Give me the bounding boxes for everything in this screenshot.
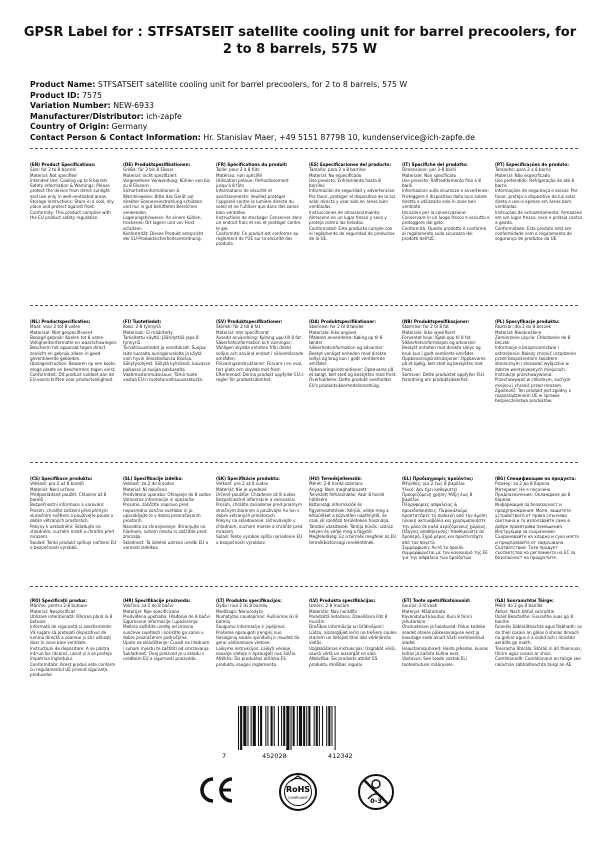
- spec-section-header: (CS) Specifikace produktu:: [30, 476, 93, 481]
- spec-section-body: Tamaño: para 2 a 8 barriles Material: No especificado Uso previsto: Enfriamiento hasta 8 barriles Información de seguridad y advertencias: Por favor, proteger el dispositivo de la luz solar directa y usar solo en áreas bien ventiladas. Instrucciones de almacenamiento: Almacene en un lugar fresco y seco y proteja contra las heladas. Conformidad: Este producto cumple con el reglamento de seguridad de productos de la UE.: [309, 167, 396, 242]
- barcode-bar: [247, 706, 248, 746]
- spec-section-body: Mărime: pentru 2-8 butoaie Material: Nespecificat Utilizare intenționată: Răcirea până la 8 butoaie Informații de siguranță și avertismente: Vă rugăm să protejați dispozitivul de lumina directă a soarelui și să-l utilizați doar în zone bine ventilate. Instrucțiuni de depozitare: A se păstra într-un loc răcoros, uscat și a se proteja împotriva înghețului. Conformitate: Acest produs este conform cu regulamentul UE privind siguranța produselor.: [30, 603, 116, 678]
- barcode-bar: [308, 706, 310, 746]
- spec-section-body: Méret: 2-8 hordó számára Anyag: Nem meghatározott Tervezett felhasználás: Akár 8 hordó hűtésére Biztonsági információk és figyelmeztetések: Kérjük, védje meg a készüléket a közvetlen napfénytől, és csak jól szellőző területeken használja. Tárolási utasítások: Tárolja hűvös, száraz helyen és védje meg a fagytól. Megfelelőség: Ez a termék megfelel az EU termékbiztonsági rendeletének.: [309, 481, 397, 545]
- spec-section-header: (PT) Especificações do produto:: [495, 162, 569, 167]
- rohs-sublabel: COMPLIANT: [288, 796, 308, 800]
- spec-section-header: (SL) Specifikacije izdelka:: [123, 476, 183, 481]
- spec-section-body: Tamanho: para 2 a 8 barris Material: Não especificado Uso pretendido: Refrigeração de até 8 barris Informações de segurança e avisos: Por favor, proteja o dispositivo da luz solar direta e use-o apenas em áreas bem ventiladas. Instruções de armazenamento: Armazene em um lugar fresco, seco e proteja contra a geada. Conformidade: Este produto está em conformidade com o regulamento de segurança de produtos da UE.: [495, 167, 582, 242]
- spec-section: [123, 598, 211, 698]
- spec-section: [402, 598, 490, 698]
- spec-section: [216, 162, 304, 302]
- spec-section: [402, 476, 490, 616]
- barcode-right-digits: 412342: [328, 752, 353, 760]
- spec-section-header: (RO) Specificații produs:: [30, 598, 88, 603]
- spec-section-header: (SV) Produktspecifikationer:: [216, 319, 283, 324]
- spec-section-body: Taille: pour 2 à 8 fûts Matériau: non spécifié Utilisation prévue: Refroidissement jusqu'à 8 fûts Informations de sécurité et avertissements: Veuillez protéger l'appareil contre la lumière directe du soleil et ne l'utiliser que dans des zones bien ventilées. Instructions de stockage: Conserver dans un endroit frais et sec et protéger contre le gel. Conformité: Ce produit est conforme au règlement de l'UE sur la sécurité des produits.: [216, 167, 302, 247]
- spec-section: [123, 319, 211, 459]
- barcode-bar: [240, 706, 242, 750]
- barcode-bar: [322, 706, 323, 746]
- barcode-bar: [253, 706, 256, 746]
- barcode-bar: [297, 706, 298, 746]
- spec-section: [402, 319, 490, 459]
- spec-section-header: (BG) Спецификации на продукта:: [495, 476, 576, 481]
- barcode-bar: [319, 706, 320, 746]
- spec-section: [495, 598, 583, 698]
- spec-section-header: (EN) Product Specifications:: [30, 162, 96, 167]
- spec-section-header: (ES) Especificaciones del producto:: [309, 162, 392, 167]
- spec-section-body: Dimensione: per 2-8 barili Materiale: Non specificato Uso previsto: Raffreddamento fino a 8 barili Informazioni sulla sicurezza e avvertenze: Proteggere il dispositivo dalla luce solare diretta e utilizzarlo solo in zone ben ventilate. Istruzioni per la conservazione: Conservare in un luogo fresco e asciutto e proteggere dal gelo. Conformità: Questo prodotto è conforme al regolamento sulla sicurezza dei prodotti dell'UE.: [402, 167, 490, 242]
- spec-section-body: Velikost: za 2 do 8 sodov Material: Ni določeno Predvidena uporaba: Ohlajanje do 8 sodov Varnostne informacije in opozorila: Prosimo, zaščitite napravo pred neposredno sončno svetlobo in jo uporabljajte le v dobro prezračevanih prostorih. Navodila za shranjevanje: Shranjujte na hladnem, suhem mestu in zaščitite pred zmrzaljo. Skladnost: Ta izdelek ustreza uredbi EU o varnosti izdelkov.: [123, 481, 211, 550]
- country-of-origin-row: Country of Origin: Germany: [30, 122, 148, 132]
- spec-section: [123, 476, 211, 616]
- spec-section-header: (FI) Tuotetiedot:: [123, 319, 162, 324]
- age-label: 0-3: [370, 797, 382, 805]
- spec-section-header: (IT) Specifiche del prodotto:: [402, 162, 468, 167]
- spec-section-header: (NB) Produktspesifikasjoner:: [402, 319, 470, 324]
- barcode-bar: [278, 706, 279, 746]
- spec-section: [216, 598, 304, 698]
- spec-section-header: (HR) Specifikacije proizvoda:: [123, 598, 191, 603]
- spec-section: [30, 162, 118, 302]
- barcode-bar: [303, 706, 305, 746]
- spec-section-body: Storlek: för 2 till 8 fat Material: Inte specificerat Avsedd användning: Kylning upp till 8 fat Säkerhetsinformation och varningar: Vänligen skydda enheten från direkt solljus och använd endast i välventilerade områden. Förvaringsinstruktioner: Förvara i en sval, torr plats och skydda mot frost. Efterlevnad: Denna produkt uppfyller EU:s regler för produktsäkerhet.: [216, 324, 304, 383]
- barcode-bar: [258, 706, 259, 746]
- spec-section-body: Koko: 2-8 tynnyriä Materiaali: Ei määritelty Tarkoitettu käyttö: Jäähdyttää jopa 8 tynnyriä Turvallisuustiedot ja varoitukset: Suojaa laite suoralta auringonvalolta ja käytä vain hyvin ilmastoiduissa tiloissa. Säilytysohjeet: Säilytä kylmässä, kuivassa paikassa ja suojaa pakkaselta. Vaatimustenmukaisuus: Tämä tuote vastaa EU:n tuoteturvallisuusasetusta.: [123, 324, 211, 383]
- spec-section-header: (LT) Produkto specifikacijos:: [216, 598, 282, 603]
- barcode-bar: [243, 706, 246, 746]
- spec-section-header: (FR) Spécifications du produit:: [216, 162, 288, 167]
- barcode-bar: [328, 706, 330, 746]
- barcode-bar: [326, 706, 327, 746]
- spec-section-header: (PL) Specyfikacje produktu:: [495, 319, 560, 324]
- spec-section: [495, 319, 583, 459]
- spec-section-body: Suurus: 2-8 vaati Materjal: Määramata Kavandatud kasutus: Kuni 8 tünni jahutamine Ohutusteave ja hoiatused: Palun kaitske seadet otsese päikesevalguse eest ja kasutage seda ainult hästi ventileeritud aladel. Hoiustamisjuhised: Hoida jahedas, kuivas kohas ja kaitsta külma eest. Vastavus: See toode vastab ELi tooteohutuse määrusele.: [402, 603, 488, 667]
- spec-section-body: Velikost: pro 2 až 8 barelů Materiál: Není určeno Předpokládané použití: Chlazení až 8 barelů Bezpečnostní informace a varování: Prosím, chraňte zařízení před přímým slunečním světlem a používejte pouze v dobře větraných prostorách. Pokyny k uskladnění: Skladujte na chladném, suchém místě a chraňte před mrazem. Soulad: Tento produkt splňuje nařízení EU o bezpečnosti výrobků.: [30, 481, 117, 550]
- barcode-bar: [265, 706, 266, 746]
- rohs-compliant-icon: [278, 772, 318, 812]
- spec-section-body: Размер: за 2 до 8 барела Материал: Не е посочено Предназначение: Охлаждане до 8 барела Информация за безопасност и предупреждения: Моля, защитете устройството от пряка слънчева светлина и го използвайте само в добре проветриви помещения. Инструкции за съхранение: Съхранявайте на хладно и сухо място и предпазвайте от замръзване. Съответствие: Този продукт съответства на регламента на ЕС за безопасност на продуктите.: [495, 481, 580, 561]
- product-id-row: Product ID: 7575: [30, 90, 102, 100]
- spec-section-header: (ET) Toote spetsifikatsioonid:: [402, 598, 471, 603]
- barcode-bar: [316, 706, 318, 746]
- spec-section: [30, 476, 118, 616]
- barcode-bar: [281, 706, 282, 746]
- spec-section-body: Størrelse: for 2 til 8 tønder Materiale: Ikke angivet Påtænkt anvendelse: Køling op til 8 tønder Sikkerhedsinformation og advarsler: Beskyt venligst enheden mod direkte sollys og brug kun i godt ventilerede områder. Opbevaringsinstruktioner: Opbevares på et køligt, tørt sted og beskyttes mod frost. Overholdelse: Dette produkt overholder EU's produktsikkerhedsforordning.: [309, 324, 397, 388]
- barcode-bar: [335, 706, 336, 750]
- spec-section: [495, 476, 583, 616]
- barcode-first-digit: 7: [222, 752, 227, 760]
- variation-number-row: Variation Number: NEW-6933: [30, 101, 154, 111]
- barcode: [238, 706, 376, 750]
- barcode-bar: [286, 706, 289, 750]
- spec-section: [309, 319, 397, 459]
- barcode-bar: [274, 706, 275, 746]
- barcode-bar: [267, 706, 268, 746]
- spec-section-body: Maat: voor 2 tot 8 vaten Materiaal: Niet gespecificeerd Beoogd gebruik: Koelen tot 8 vaten Veiligheidsinformatie en waarschuwingen: Bescherm het apparaat tegen direct zonlicht en gebruik alleen in goed geventileerde gebieden. Opslaginstructies: Bewaren op een koele, droge plaats en beschermen tegen vorst. Conformiteit: Dit product voldoet aan de EU-voorschriften voor productveiligheid.: [30, 324, 118, 383]
- barcode-bar: [283, 706, 285, 746]
- rohs-label: RoHS: [285, 785, 311, 794]
- barcode-bar: [331, 706, 332, 746]
- spec-section: [216, 319, 304, 459]
- spec-section-body: Größe: für 2 bis 8 Fässer Material: nicht spezifiziert Vorgesehene Verwendung: Kühlen von bis zu 8 Fässern Sicherheitsinformationen & Warnhinweise: Bitte das Gerät vor direkter Sonneneinstrahlung schützen und nur in gut belüfteten Bereichen verwenden. Lagerungshinweise: An einem kühlen, trockenen Ort lagern und vor Frost schützen. Konformität: Dieses Produkt entspricht der EU-Produktsicherheitsverordnung.: [123, 167, 211, 242]
- spec-section-body: Dydis: nuo 2 iki 8 barelių Medžiaga: Nenurodyta Numatytas naudojimas: Aušinimas iki 8 barelių Saugumo informacija ir įspėjimai: Prašome apsaugoti įrenginį nuo tiesioginių saulės spindulių ir naudoti tik gerai vėdinamose vietose. Laikymo instrukcijos: Laikyti vėsioje, sausoje vietoje ir apsaugoti nuo šalčio. Atitiktis: Šis produktas atitinka ES produktų saugos reglamentą.: [216, 603, 300, 667]
- spec-section-header: (EL) Προδιαγραφές προϊόντος:: [402, 476, 474, 481]
- spec-section-body: Veličina: za 2 do 8 bačvi Materijal: Nije specificirano Predviđena upotreba: Hlađenje do 8 bačvi Sigurnosne informacije i upozorenja: Molimo zaštitite uređaj od izravne sunčeve svjetlosti i koristite ga samo u dobro prozračenim područjima. Upute za skladištenje: Čuvati na hladnom i suhom mjestu te zaštititi od smrzavanja. Sukladnost: Ovaj proizvod je u skladu s uredbom EU o sigurnosti proizvoda.: [123, 603, 210, 662]
- spec-section: [30, 598, 118, 698]
- barcode-left-digits: 452028: [262, 752, 287, 760]
- barcode-bar: [251, 706, 252, 746]
- barcode-bar: [238, 706, 239, 750]
- contact-person-row: Contact Person & Contact Information: Hr. Stanislav Maer, +49 5151 87798 10, kundenservice@ich-zapfe.de: [30, 132, 475, 142]
- spec-section-header: (NL) Productspecificaties:: [30, 319, 91, 324]
- barcode-bar: [291, 706, 292, 750]
- manufacturer-row: Manufacturer/Distributor: ich-zapfe: [30, 111, 182, 121]
- spec-section-header: (GA) Sonraíochtaí Táirge:: [495, 598, 554, 603]
- barcode-bar: [293, 706, 295, 746]
- spec-section: [309, 162, 397, 302]
- product-name-row: Product Name: STFSATSEIT satellite cooling unit for barrel precoolers, for 2 to 8 barrels, 575 W: [30, 80, 408, 89]
- barcode-bar: [260, 706, 262, 746]
- spec-section-body: Size: for 2 to 8 barrels Material: Not specified Intended Use: Cooling up to 8 barrels Safety Information & Warnings: Please protect the device from direct sunlight and use only in well-ventilated areas. Storage Instructions: Store in a cool, dry place and protect against frost. Conformity: This product complies with the EU product safety regulation.: [30, 167, 114, 220]
- spec-section: [123, 162, 211, 302]
- spec-section-header: (DE) Produktspezifikationen:: [123, 162, 191, 167]
- spec-section-header: (DA) Produktspecifikationer:: [309, 319, 376, 324]
- ce-mark-icon: [196, 775, 236, 805]
- spec-section-body: Izmērs: 2-8 mucām Materiāls: Nav norādīts Paredzētā lietošana: Dzesēšana līdz 8 mucām Drošības informācija un brīdinājumi: Lūdzu, aizsargājiet ierīci no tiešiem saules stariem un lietojiet tikai labi vēdināmās vietās. Uzglabāšanas instrukcijas: Uzglabāt vēsā, sausā vietā un aizsargāt no sala. Atbilstība: Šis produkts atbilst ES produktu drošības regulai.: [309, 603, 397, 667]
- spec-section-body: Rozmiar: dla 2 do 8 beczek Materiał: Nieokreślone Zamierzone użycie: Chłodzenie do 8 beczek Informacje o bezpieczeństwie i ostrzeżenia: Należy chronić urządzenie przed bezpośrednim światłem słonecznym i stosować wyłącznie w dobrze wentylowanych miejscach. Instrukcje przechowywania: Przechowywać w chłodnym, suchym miejscu i chronić przed mrozem. Zgodność: Ten produkt jest zgodny z rozporządzeniem UE w sprawie bezpieczeństwa produktów.: [495, 324, 576, 404]
- spec-section: [309, 598, 397, 698]
- spec-section-body: Μέγεθος: για 2 έως 8 βαρέλια Υλικό: Δεν έχει καθοριστεί Προοριζόμενη χρήση: Ψύξη έως 8 βαρέλια Πληροφορίες ασφαλείας & προειδοποιήσεις: Παρακαλούμε προστατέψτε τη συσκευή από την άμεση ηλιακή ακτινοβολία και χρησιμοποιήστε την μόνο σε καλά αεριζόμενους χώρους. Οδηγίες αποθήκευσης: Αποθηκεύστε σε δροσερό, ξηρό μέρος και προστατέψτε από τον παγετό. Συμμόρφωση: Αυτό το προϊόν συμμορφώνεται με τον κανονισμό της ΕΕ για την ασφάλεια των προϊόντων.: [402, 481, 488, 561]
- spec-section: [30, 319, 118, 459]
- spec-section-header: (HU) Termékjellemzők:: [309, 476, 362, 481]
- spec-section: [402, 162, 490, 302]
- page-title: GPSR Label for : STFSATSEIT satellite cooling unit for barrel precoolers, for 2 to 8 barrels, 575 W: [23, 25, 577, 57]
- age-0-3-warning-icon: [356, 772, 396, 812]
- spec-section-body: Størrelse: for 2 til 8 fat Materiale: Ikke spesifisert Forventet bruk: Kjøle opp til 8 fat Sikkerhetsinformasjon og advarsler: Beskytt enheten mot direkte sollys og bruk kun i godt ventilerte områder. Oppbevaringsinstruksjoner: Oppbevares på et kjølig, tørt sted og beskyttes mot frost. Samsvar: Dette produktet oppfyller EUs forordning om produktsikkerhet.: [402, 324, 486, 383]
- spec-section: [495, 162, 583, 302]
- spec-section-body: Méid: do 2 go 8 bairille Ábhar: Nach bhfuil sonraithe Úsáid Beartaithe: Fuaraithe suas go 8 bairille Faisnéis Sábháilteachta agus Rabhadh: Le do thoil cosain an gléas ó sholas díreach na gréine agus é a úsáid ach i limistéir aeráilte go maith. Treoracha Stórála: Stóráil in áit fhionnuar, thirim agus cosain ar shioc. Comhlíonadh: Comhlíonann an táirge seo rialachán sábháilteachta táirgí an AE.: [495, 603, 583, 667]
- spec-section-body: Veľkosť: pre 2 až 8 sudov Materiál: Nie je uvedené Určené použitie: Chladenie až 8 sudov Bezpečnostné informácie a varovania: Prosím, chráňte zariadenie pred priamym slnečným žiarením a používajte ho len v dobre vetraných priestoroch. Pokyny na skladovanie: Uchovávajte v chladnom, suchom mieste a chráňte pred mrazom. Súlad: Tento výrobok spĺňa nariadenie EÚ o bezpečnosti výrobkov.: [216, 481, 303, 545]
- spec-section: [216, 476, 304, 616]
- barcode-bar: [271, 706, 273, 746]
- barcode-bar: [306, 706, 307, 746]
- spec-section-header: (SK) Špecifikácie produktu:: [216, 476, 280, 481]
- spec-section: [309, 476, 397, 616]
- barcode-bar: [299, 706, 302, 746]
- spec-section-header: (LV) Produkta specifikācijas:: [309, 598, 376, 603]
- barcode-bar: [314, 706, 315, 746]
